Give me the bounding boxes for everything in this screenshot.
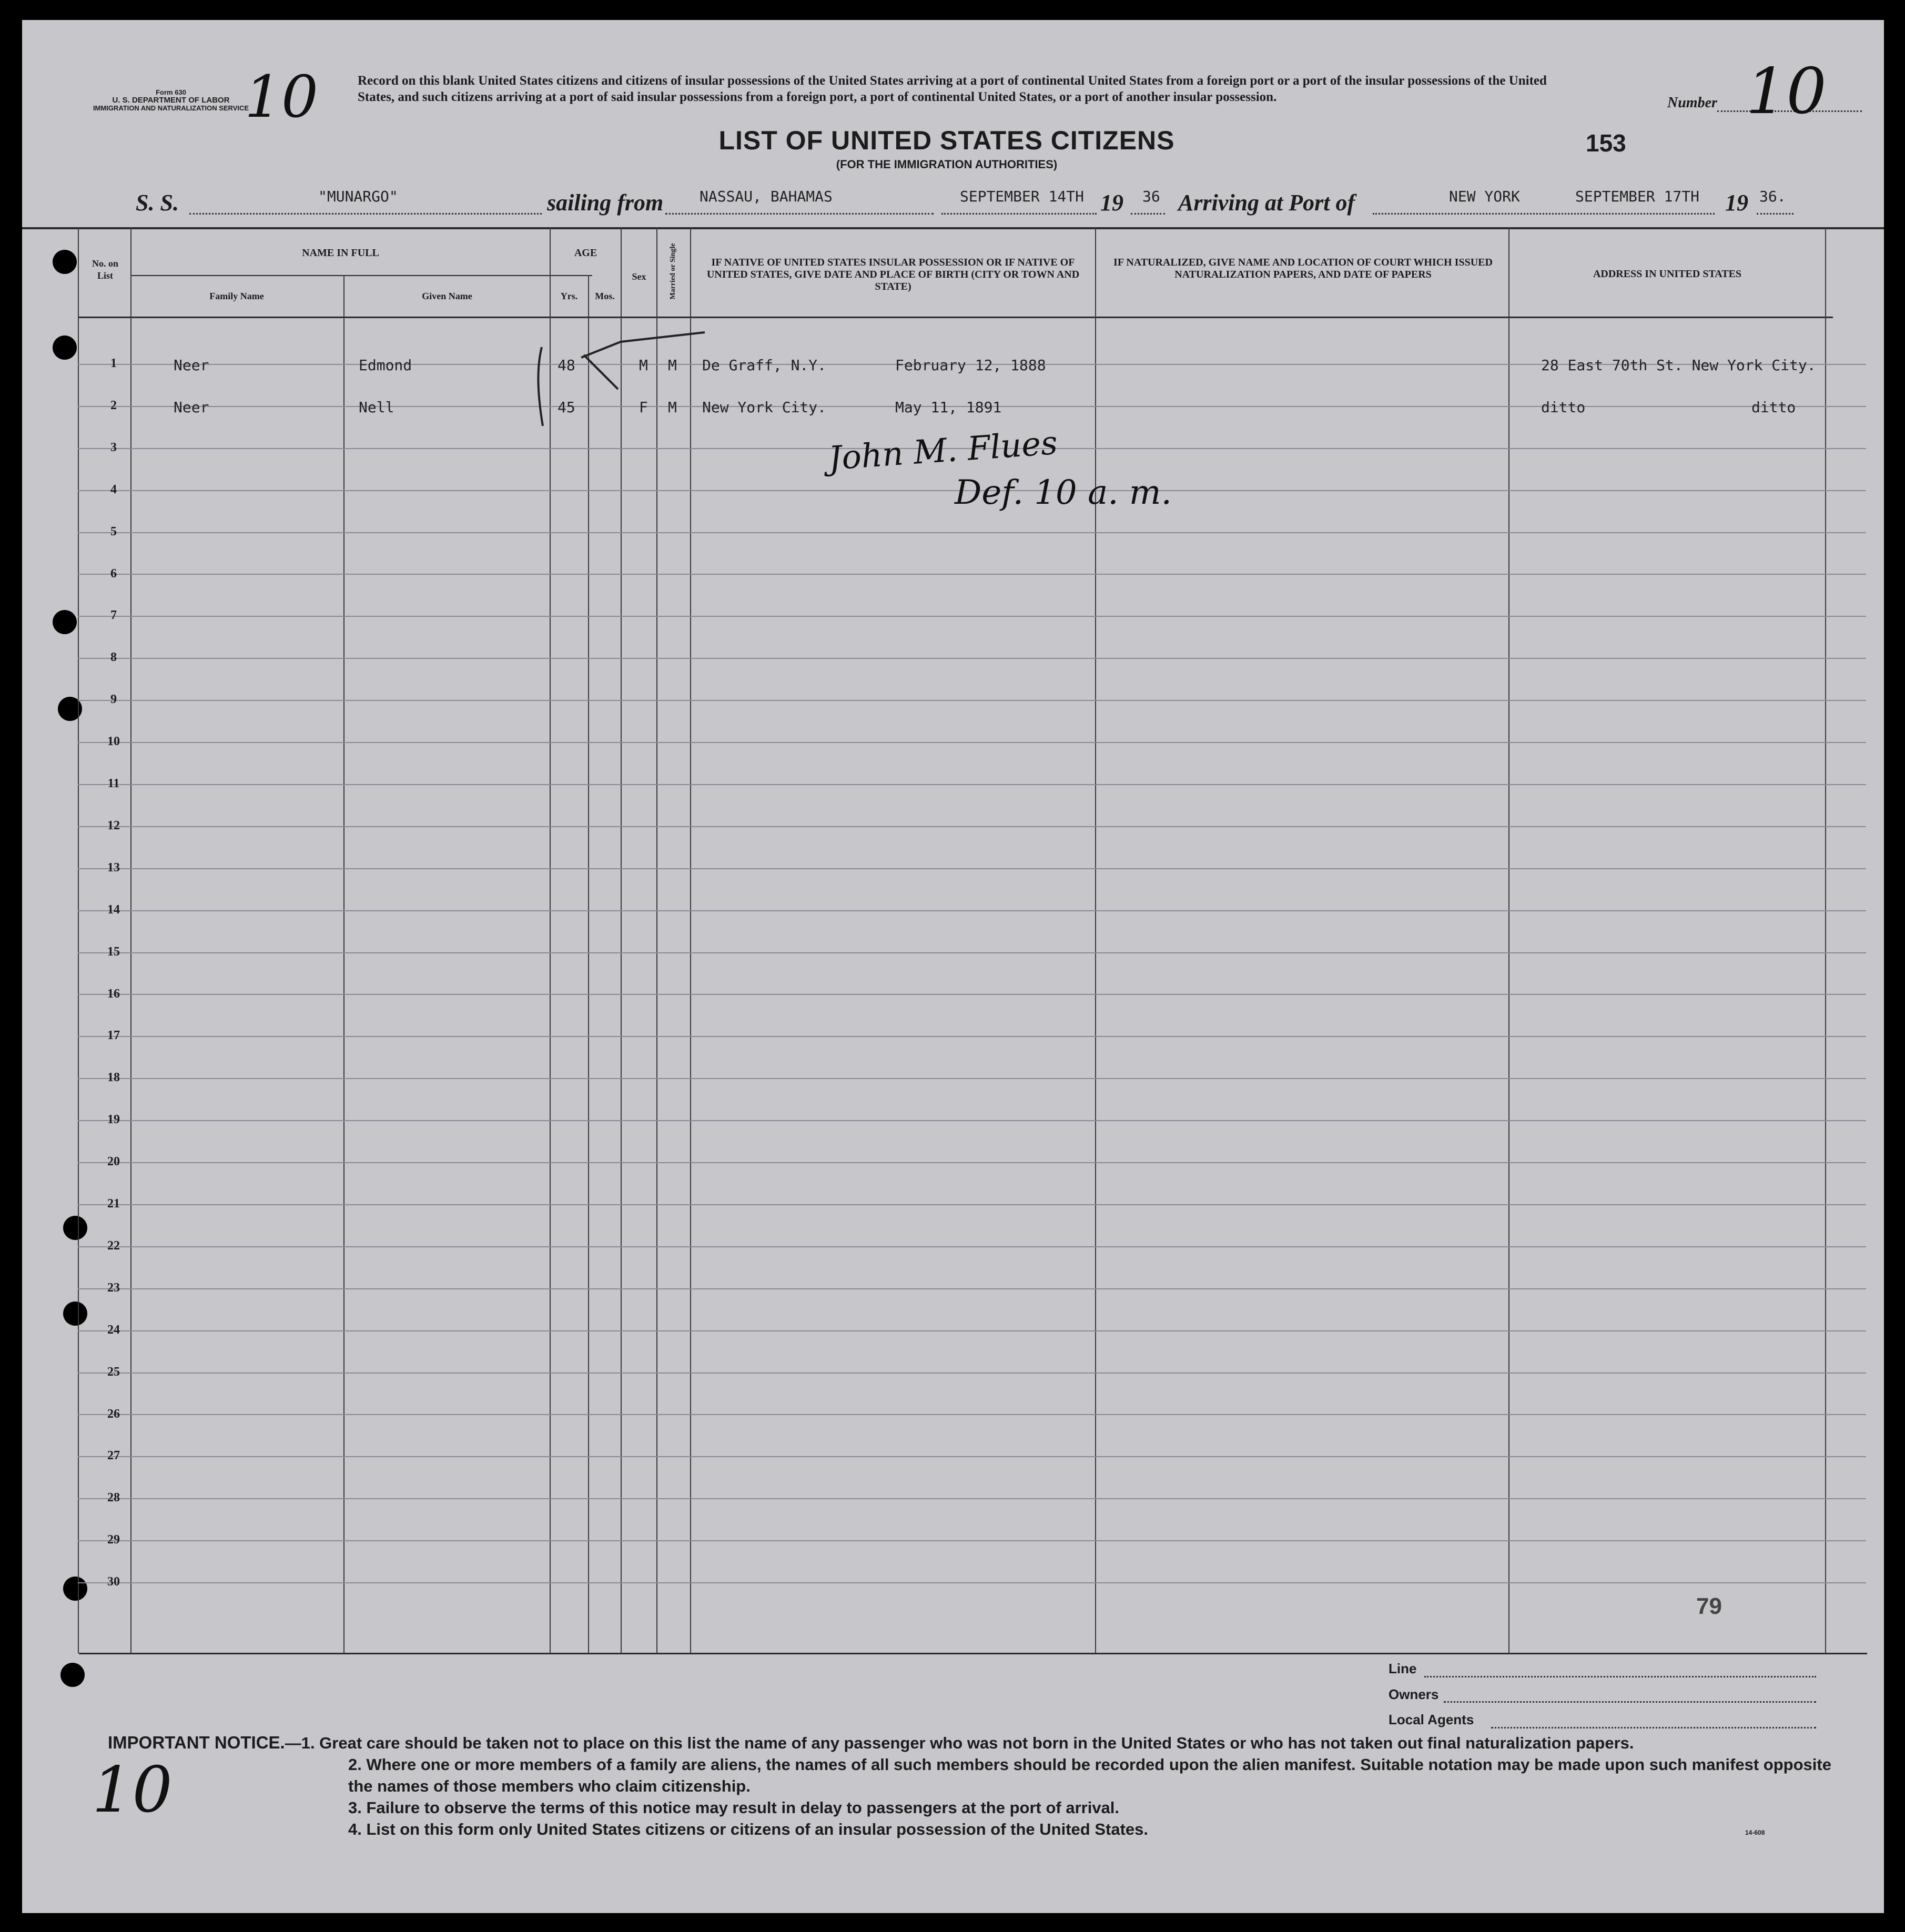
- arrival-port: NEW YORK: [1449, 188, 1520, 205]
- header-months: Mos.: [595, 291, 615, 301]
- row-rule: [78, 1246, 1866, 1247]
- row-rule: [78, 1498, 1866, 1499]
- ss-label: S. S.: [136, 190, 179, 216]
- handwritten-check-marks: [526, 326, 715, 431]
- notice-line-1: IMPORTANT NOTICE.—1. Great care should be taken not to place on this list the name of any passenger who was not born in the United States or who has not taken out final naturalization papers.: [108, 1733, 1634, 1752]
- row-rule: [78, 1162, 1866, 1163]
- column-divider: [621, 227, 622, 1653]
- name-age-subheader-rule: [131, 275, 592, 276]
- notice-item-1: 1. Great care should be taken not to place on this list the name of any passenger who was not born in the United States or who has not taken out final naturalization papers.: [301, 1734, 1634, 1752]
- row-rule: [78, 1414, 1866, 1415]
- table-top-border: [22, 227, 1884, 229]
- passenger-2-age: 45: [558, 399, 575, 416]
- row-number: 25: [107, 1365, 120, 1379]
- number-label: Number: [1667, 95, 1717, 111]
- arrival-port-line: [1373, 212, 1715, 215]
- margin-number: 10: [92, 1754, 173, 1827]
- row-rule: [78, 1582, 1866, 1583]
- row-number: 15: [107, 945, 120, 959]
- manifest-sheet: [22, 20, 1884, 1913]
- row-rule: [78, 1036, 1866, 1037]
- row-number: 11: [107, 777, 120, 790]
- sailing-from-line: [665, 212, 934, 215]
- stamp-number: 79: [1696, 1593, 1722, 1619]
- row-rule: [78, 1288, 1866, 1289]
- punch-hole: [60, 1663, 85, 1687]
- page-title: LIST OF UNITED STATES CITIZENS: [718, 126, 1175, 155]
- header-birth-info: IF NATIVE OF UNITED STATES INSULAR POSSESSION OR IF NATIVE OF UNITED STATES, GIVE DATE AND PLACE OF BIRTH (CITY OR TOWN AND STATE): [706, 257, 1080, 292]
- number-value: 10: [1746, 55, 1827, 128]
- column-divider: [550, 227, 551, 1653]
- page-subtitle: (FOR THE IMMIGRATION AUTHORITIES): [836, 158, 1058, 171]
- row-rule: [78, 700, 1866, 701]
- row-rule: [78, 616, 1866, 617]
- header-age: AGE: [574, 247, 597, 259]
- row-rule: [78, 784, 1866, 785]
- passenger-1-age: 48: [558, 357, 575, 374]
- sailing-from-label: sailing from: [547, 190, 664, 216]
- punch-hole: [63, 1216, 87, 1240]
- owners-field: [1444, 1700, 1816, 1703]
- header-no-on-list: No. on List: [92, 258, 118, 281]
- passenger-1-sex: M: [639, 357, 648, 374]
- row-number: 29: [107, 1533, 120, 1547]
- row-number: 5: [110, 525, 117, 538]
- column-divider: [78, 227, 79, 1653]
- ship-name: "MUNARGO": [318, 188, 398, 205]
- passenger-1-marital: M: [668, 357, 677, 374]
- row-number: 2: [110, 399, 117, 412]
- form-identifier: [79, 88, 263, 112]
- row-number: 1: [110, 357, 117, 370]
- ship-name-line: [189, 212, 542, 215]
- passenger-2-sex: F: [639, 399, 648, 416]
- passenger-1-birthdate: February 12, 1888: [895, 357, 1046, 374]
- punch-hole: [53, 250, 77, 274]
- row-rule: [78, 658, 1866, 659]
- arrival-year-prefix: 19: [1725, 190, 1748, 216]
- passenger-2-family-name: Neer: [174, 399, 209, 416]
- row-rule: [78, 910, 1866, 911]
- row-number: 13: [107, 861, 120, 875]
- passenger-1-address: 28 East 70th St. New York City.: [1541, 357, 1816, 374]
- row-number: 9: [110, 693, 117, 706]
- row-number: 4: [110, 483, 117, 496]
- arrival-date: SEPTEMBER 17TH: [1575, 188, 1700, 205]
- row-number: 30: [107, 1575, 120, 1589]
- punch-hole: [63, 1577, 87, 1601]
- row-number: 19: [107, 1113, 120, 1126]
- passenger-1-birthplace: De Graff, N.Y.: [702, 357, 827, 374]
- row-rule: [78, 826, 1866, 827]
- column-divider: [656, 227, 657, 1653]
- row-number: 3: [110, 441, 117, 454]
- line-label: Line: [1389, 1661, 1417, 1676]
- row-number: 10: [107, 735, 120, 748]
- column-divider: [1825, 227, 1826, 1653]
- header-given-name: Given Name: [422, 291, 472, 301]
- important-notice: [108, 1732, 1843, 1840]
- local-agents-field: [1491, 1726, 1816, 1728]
- punch-hole: [53, 335, 77, 360]
- row-number: 12: [107, 819, 120, 832]
- column-divider: [343, 275, 344, 1653]
- row-rule: [78, 952, 1866, 953]
- row-number: 17: [107, 1029, 120, 1042]
- form-number: Form 630: [156, 88, 186, 96]
- column-divider: [588, 275, 589, 1653]
- row-rule: [78, 574, 1866, 575]
- form-code: 14-608: [1745, 1829, 1765, 1836]
- row-number: 6: [110, 567, 117, 581]
- column-divider: [690, 227, 691, 1653]
- row-number: 23: [107, 1281, 120, 1295]
- row-number: 26: [107, 1407, 120, 1421]
- passenger-1-family-name: Neer: [174, 357, 209, 374]
- departure-date: SEPTEMBER 14TH: [960, 188, 1085, 205]
- row-number: 16: [107, 987, 120, 1001]
- row-number: 8: [110, 650, 117, 664]
- owners-label: Owners: [1389, 1686, 1439, 1702]
- header-years: Yrs.: [560, 291, 578, 301]
- passenger-2-birthdate: May 11, 1891: [895, 399, 1002, 416]
- row-rule: [78, 1078, 1866, 1079]
- header-family-name: Family Name: [209, 291, 264, 301]
- row-rule: [78, 868, 1866, 869]
- row-rule: [78, 1456, 1866, 1457]
- sailing-from-port: NASSAU, BAHAMAS: [700, 188, 833, 205]
- passenger-2-address: ditto: [1541, 399, 1586, 416]
- header-sex: Sex: [632, 271, 646, 282]
- departure-year-line: [1131, 212, 1165, 215]
- row-number: 7: [110, 608, 117, 622]
- row-number: 20: [107, 1155, 120, 1168]
- row-number: 22: [107, 1239, 120, 1253]
- row-number: 24: [107, 1323, 120, 1337]
- row-rule: [78, 1204, 1866, 1205]
- row-rule: [78, 1372, 1866, 1374]
- row-rule: [78, 1120, 1866, 1121]
- row-rule: [78, 1330, 1866, 1331]
- row-rule: [78, 1540, 1866, 1541]
- local-agents-label: Local Agents: [1389, 1712, 1474, 1727]
- page-stamp-number: 153: [1586, 129, 1626, 157]
- row-number: 28: [107, 1491, 120, 1504]
- notice-item-3: 3. Failure to observe the terms of this notice may result in delay to passengers at the port of arrival.: [348, 1798, 1120, 1817]
- departure-date-line: [941, 212, 1097, 215]
- column-divider: [1095, 227, 1096, 1653]
- record-instructions: Record on this blank United States citizens and citizens of insular possessions of the United States arriving at a port of continental United States from a foreign port or a port of the insular possessions of the United States, and such citizens arriving at a port of said insular possessions from a foreign port, a port of continental United States, or a port of another insular possession.: [358, 74, 1547, 104]
- column-divider: [1508, 227, 1509, 1653]
- row-rule: [78, 532, 1866, 533]
- row-number: 14: [107, 903, 120, 917]
- row-number: 18: [107, 1071, 120, 1084]
- punch-hole: [53, 610, 77, 634]
- row-number: 21: [107, 1197, 120, 1211]
- passenger-2-marital: M: [668, 399, 677, 416]
- passenger-2-address-city: ditto: [1751, 399, 1796, 416]
- arriving-label: Arriving at Port of: [1178, 190, 1355, 216]
- header-name-in-full: NAME IN FULL: [302, 247, 379, 259]
- inspector-note: Def. 10 a. m.: [955, 473, 1172, 512]
- arrival-year-line: [1757, 212, 1793, 215]
- row-number: 27: [107, 1449, 120, 1462]
- notice-item-4: 4. List on this form only United States citizens or citizens of an insular possession of the United States.: [348, 1820, 1148, 1838]
- line-field: [1424, 1675, 1816, 1677]
- row-rule: [78, 994, 1866, 995]
- passenger-2-given-name: Nell: [359, 399, 394, 416]
- row-rule: [78, 742, 1866, 743]
- table-bottom-border: [79, 1653, 1867, 1654]
- punch-hole: [63, 1301, 87, 1326]
- notice-heading: IMPORTANT NOTICE.: [108, 1733, 285, 1752]
- header-address: ADDRESS IN UNITED STATES: [1593, 268, 1742, 280]
- inspector-signature: John M. Flues: [827, 423, 1059, 478]
- departure-year: 36: [1142, 188, 1160, 205]
- arrival-year: 36.: [1759, 188, 1786, 205]
- department-name: U. S. DEPARTMENT OF LABOR: [112, 96, 230, 105]
- year-prefix: 19: [1100, 190, 1123, 216]
- service-name: IMMIGRATION AND NATURALIZATION SERVICE: [93, 104, 249, 112]
- header-bottom-border: [79, 317, 1833, 318]
- notice-item-2: 2. Where one or more members of a family are aliens, the names of all such members should be recorded upon the alien manifest. Suitable notation may be made upon such manifest opposite the names of those members who claim citizenship.: [348, 1755, 1831, 1795]
- passenger-1-given-name: Edmond: [359, 357, 412, 374]
- header-naturalized: IF NATURALIZED, GIVE NAME AND LOCATION OF COURT WHICH ISSUED NATURALIZATION PAPERS, AND DATE OF PAPERS: [1113, 257, 1493, 280]
- header-married-or-single: Married or Single: [669, 243, 677, 300]
- handwritten-list-number: 10: [245, 63, 318, 130]
- passenger-2-birthplace: New York City.: [702, 399, 827, 416]
